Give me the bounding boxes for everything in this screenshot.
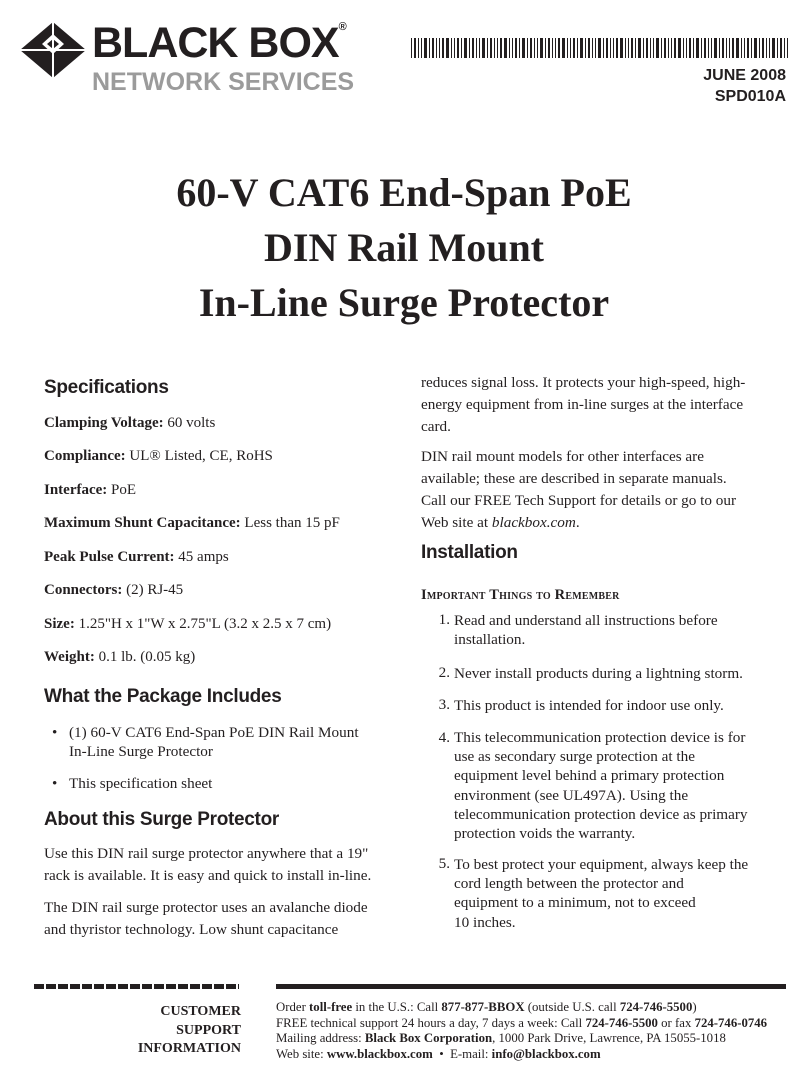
spec-clamping-voltage: Clamping Voltage: 60 volts <box>44 415 216 431</box>
title-line: DIN Rail Mount <box>263 225 545 270</box>
installation-item: Never install products during a lightning storm. <box>454 665 743 682</box>
list-number: 4. <box>438 729 450 746</box>
right-paragraph: DIN rail mount models for other interfaces are available; these are described in separate manuals. Call our FREE Tech Support for details or go to our Web site at blackbox.com. <box>421 448 737 531</box>
spec-size: Size: 1.25"H x 1"W x 2.75"L (3.2 x 2.5 x 7 cm) <box>44 616 332 632</box>
about-paragraph: Use this DIN rail surge protector anywhere that a 19" rack is available. It is easy and quick to install in-line. <box>44 845 372 884</box>
footer-divider <box>276 984 786 989</box>
logo-diamond-icon <box>18 20 88 80</box>
list-number: 1. <box>438 611 450 628</box>
spec-weight: Weight: 0.1 lb. (0.05 kg) <box>44 649 196 665</box>
spec-shunt-capacitance: Maximum Shunt Capacitance: Less than 15 pF <box>44 515 340 531</box>
title-line: 60-V CAT6 End-Span PoE <box>176 170 632 215</box>
support-address-line: Mailing address: Black Box Corporation, 1000 Park Drive, Lawrence, PA 15055-1018 <box>276 1031 726 1045</box>
installation-item: This telecommunication protection device is for use as secondary surge protection at the equipment level behind a primary protection environment (see UL497A). Using the telecommunication protection device as primary protection voids the warranty. <box>454 729 748 843</box>
title-line: In-Line Surge Protector <box>198 280 610 325</box>
bullet-icon: • <box>52 775 58 792</box>
logo-wordmark: BLACK BOX® <box>92 19 347 67</box>
list-item: (1) 60-V CAT6 End-Span PoE DIN Rail Mount In-Line Surge Protector <box>69 724 359 760</box>
barcode-strip <box>411 38 789 58</box>
installation-item: This product is intended for indoor use only. <box>454 697 724 714</box>
footer-divider <box>34 984 239 989</box>
support-info <box>276 1000 767 1062</box>
support-phone-line: FREE technical support 24 hours a day, 7 days a week: Call 724-746-5500 or fax 724-746-0746 <box>276 1015 768 1030</box>
bullet-icon: • <box>52 724 58 741</box>
spec-peak-pulse-current: Peak Pulse Current: 45 amps <box>44 549 229 565</box>
website-link[interactable]: blackbox.com <box>491 514 576 531</box>
customer-support-label: CUSTOMER SUPPORT INFORMATION <box>137 1004 241 1056</box>
list-item: This specification sheet <box>69 775 213 792</box>
about-paragraph: The DIN rail surge protector uses an avalanche diode and thyristor technology. Low shunt capacitance <box>44 899 368 938</box>
installation-subheading: Important Things to Remember <box>421 587 620 603</box>
document-date: JUNE 2008 <box>703 67 786 84</box>
installation-heading: Installation <box>421 542 518 563</box>
list-number: 5. <box>438 855 450 872</box>
list-number: 2. <box>438 664 450 681</box>
logo-subtitle: NETWORK SERVICES <box>92 68 355 96</box>
spec-connectors: Connectors: (2) RJ-45 <box>44 582 184 598</box>
spec-compliance: Compliance: UL® Listed, CE, RoHS <box>44 448 273 464</box>
specifications-heading: Specifications <box>44 377 169 398</box>
spec-interface: Interface: PoE <box>44 482 137 498</box>
support-web-line: Web site: www.blackbox.com • E-mail: info@blackbox.com <box>276 1046 601 1061</box>
document-id: SPD010A <box>714 88 786 105</box>
installation-item: To best protect your equipment, always keep the cord length between the protector and equipment to a minimum, not to exceed 10 inches. <box>454 856 749 931</box>
black-box-logo <box>18 18 388 98</box>
installation-item: Read and understand all instructions before installation. <box>454 612 718 649</box>
email-link[interactable]: info@blackbox.com <box>491 1046 601 1061</box>
website-link[interactable]: www.blackbox.com <box>326 1046 433 1061</box>
page-title <box>0 165 808 330</box>
package-heading: What the Package Includes <box>44 686 282 707</box>
about-heading: About this Surge Protector <box>44 809 279 830</box>
right-paragraph: reduces signal loss. It protects your high-speed, high- energy equipment from in-line surges at the interface card. <box>421 374 746 435</box>
support-order-line: Order toll-free in the U.S.: Call 877-877-BBOX (outside U.S. call 724-746-5500) <box>276 1000 697 1014</box>
list-number: 3. <box>438 696 450 713</box>
